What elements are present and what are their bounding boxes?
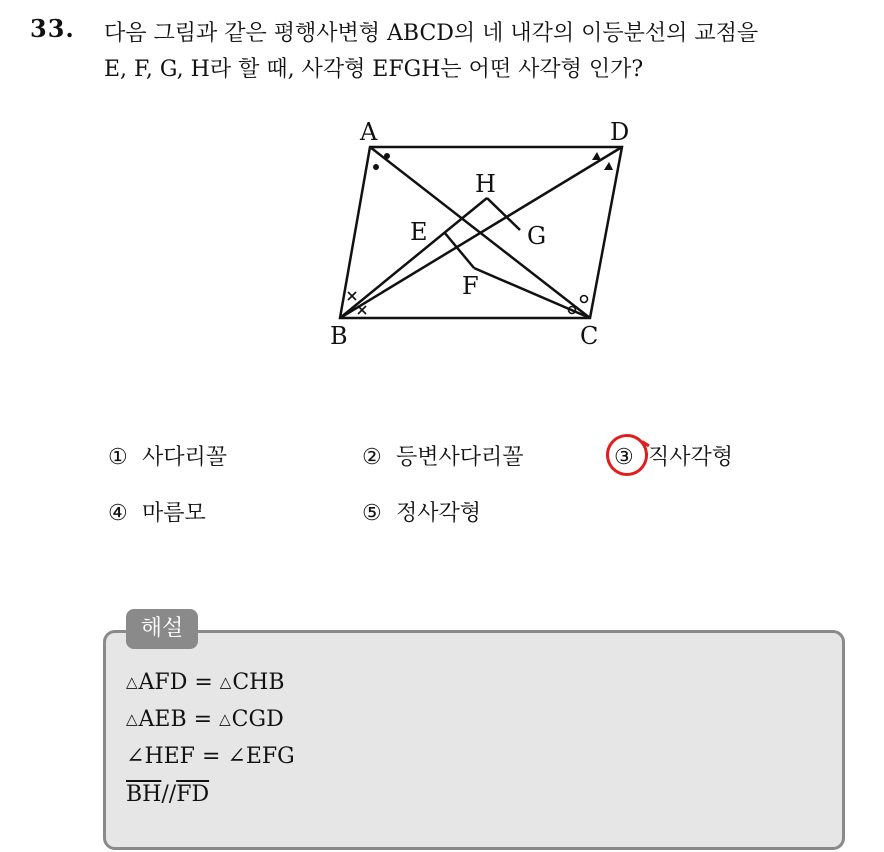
label-a: A (360, 118, 378, 146)
label-f: F (462, 272, 479, 300)
solution-box (103, 630, 845, 850)
label-c: C (580, 322, 599, 350)
solution-line-1: △AFD = △CHB (126, 670, 285, 695)
triangle-icon: △ (126, 710, 138, 728)
angle-mark-d2 (604, 162, 613, 170)
angle-mark-a1 (384, 153, 390, 159)
solution-line-2: △AEB = △CGD (126, 707, 284, 732)
choice-2-text: 등변사다리꼴 (396, 445, 524, 470)
angle-mark-c1 (581, 296, 588, 303)
angle-mark-b2 (358, 306, 366, 314)
choice-3-mark: ③ (614, 445, 634, 470)
angle-mark-d1 (592, 152, 601, 160)
choice-5-text: 정사각형 (396, 501, 482, 526)
label-g: G (527, 222, 547, 250)
choice-4-text: 마름모 (142, 501, 206, 526)
choice-1-mark: ① (108, 445, 128, 470)
label-e: E (410, 218, 428, 246)
angle-mark-a2 (373, 164, 379, 170)
segment-fd: $\overline{FD}$ (176, 782, 210, 807)
question-number: 33. (30, 14, 75, 43)
choice-4-mark: ④ (108, 501, 128, 526)
segment-ef (444, 232, 474, 268)
label-h: H (475, 170, 496, 198)
bisector-c (474, 268, 590, 318)
triangle-icon: △ (219, 710, 231, 728)
triangle-icon: △ (219, 673, 232, 691)
choice-4[interactable] (108, 496, 206, 527)
angle-mark-b1 (348, 292, 356, 300)
choice-5-mark: ⑤ (362, 501, 382, 526)
question-text-line-1: 다음 그림과 같은 평행사변형 ABCD의 네 내각의 이등분선의 교점을 (104, 21, 759, 46)
parallelogram-figure (320, 110, 660, 350)
solution-tab: 해설 (126, 609, 198, 649)
label-d: D (610, 118, 630, 146)
angle-icon: ∠ (227, 744, 246, 769)
label-b: B (330, 322, 348, 350)
question-text-line-2: E, F, G, H라 할 때, 사각형 EFGH는 어떤 사각형 인가? (104, 57, 644, 82)
solution-line-4: $\overline{BH}//\overline{FD}$ (126, 782, 210, 807)
choice-3[interactable] (614, 440, 733, 471)
choice-1[interactable] (108, 440, 227, 471)
solution-line-3: ∠HEF = ∠EFG (126, 744, 295, 769)
segment-bh: $\overline{BH}$ (126, 782, 162, 807)
choice-2-mark: ② (362, 445, 382, 470)
choice-2[interactable] (362, 440, 524, 471)
choice-3-text: 직사각형 (648, 445, 734, 470)
choice-1-text: 사다리꼴 (142, 445, 228, 470)
choice-5[interactable] (362, 496, 481, 527)
angle-icon: ∠ (126, 744, 145, 769)
triangle-icon: △ (126, 673, 138, 691)
